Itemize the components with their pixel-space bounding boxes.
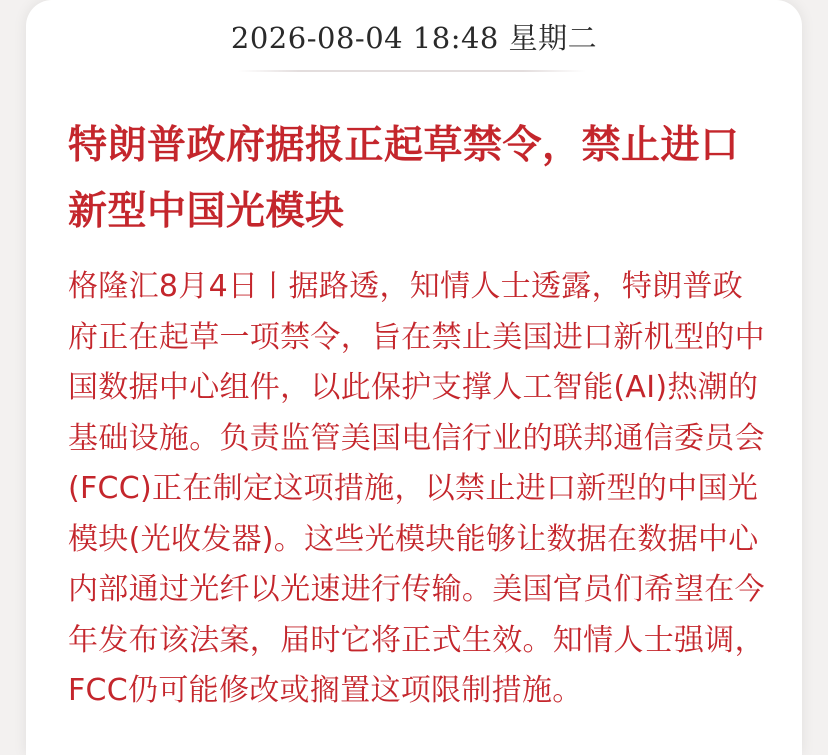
article-card <box>26 0 802 755</box>
date-divider <box>238 70 586 72</box>
article-headline: 特朗普政府据报正起草禁令，禁止进口新型中国光模块 <box>68 122 740 234</box>
article-date: 2026-08-04 18:48 星期二 <box>230 21 598 55</box>
article-body: 格隆汇8月4日丨据路透，知情人士透露，特朗普政府正在起草一项禁令，旨在禁止美国进口新机型的中国数据中心组件，以此保护支撑人工智能(AI)热潮的基础设施。负责监管美国电信行业的联邦通信委员会(FCC)正在制定这项措施，以禁止进口新型的中国光模块(光收发器)。这些光模块能够让数据在数据中心内部通过光纤以光速进行传输。美国官员们希望在今年发布该法案，届时它将正式生效。知情人士强调，FCC仍可能修改或搁置这项限制措施。 <box>68 269 765 708</box>
